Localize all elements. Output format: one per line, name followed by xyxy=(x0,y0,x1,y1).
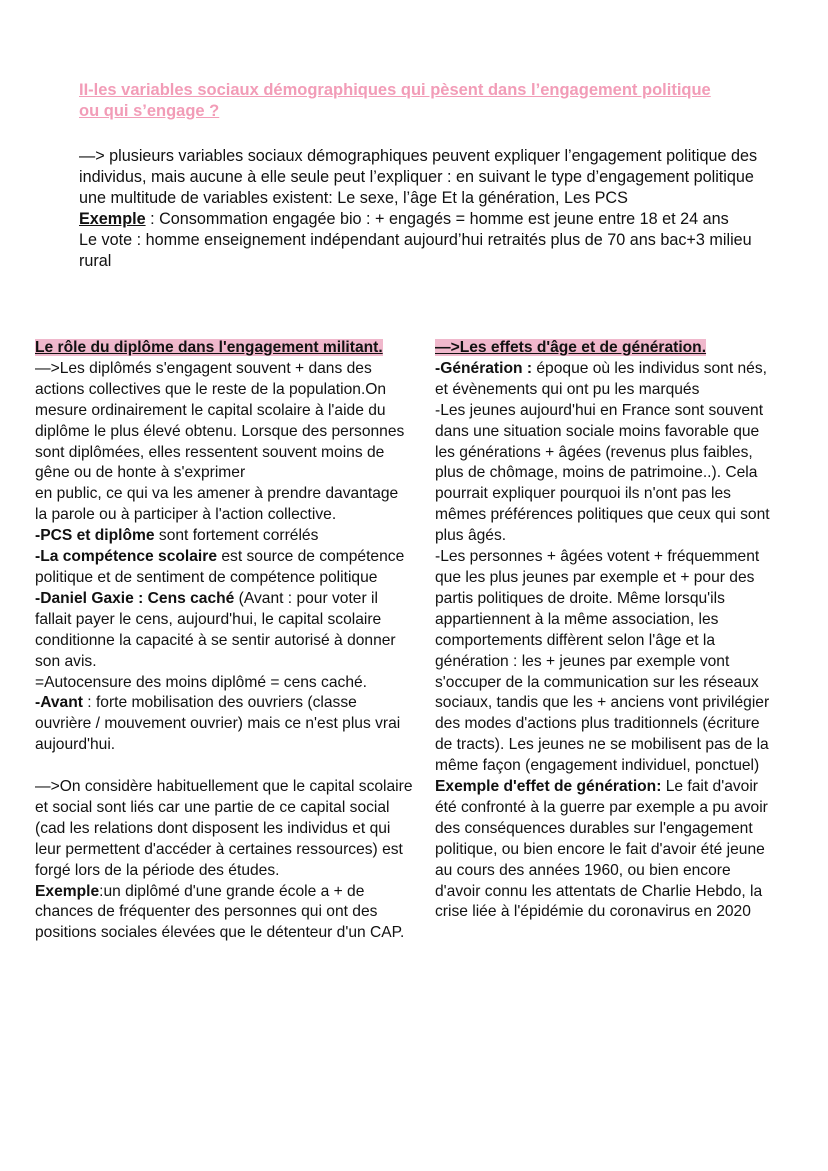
jeunes-paragraph: -Les jeunes aujourd'hui en France sont souvent dans une situation sociale moins favorable que les générations + âgées (revenus plus faibles, plus de chômage, moins de patrimoine..). Cela pourrait expliquer pourquoi ils n'ont pas les mêmes préférences politiques que ceux qui sont plus âgés. xyxy=(435,401,770,545)
ages-paragraph: -Les personnes + âgées votent + fréquemment que les plus jeunes par exemple et + pour des partis politiques de droite. Même lorsqu'ils appartiennent à la même association, les comportements diffèrent selon l'âge et la génération : les + jeunes par exemple vont s'occuper de la communication sur les réseaux sociaux, tandis que les + anciens vont privilégier des modes d'actions plus traditionnels (écriture de tracts). Les jeunes ne se mobilisent pas de la même façon (engagement individuel, ponctuel) xyxy=(435,548,770,775)
left-heading: Le rôle du diplôme dans l'engagement militant. xyxy=(35,339,383,356)
right-example-label: Exemple d'effet de génération: xyxy=(435,778,662,796)
autocensure-item: =Autocensure des moins diplômé = cens caché. xyxy=(35,673,367,691)
generation-item xyxy=(435,359,780,401)
pcs-text: sont fortement corrélés xyxy=(154,527,319,545)
avant-text: : forte mobilisation des ouvriers (classe ouvrière / mouvement ouvrier) mais ce n'est plus vrai aujourd'hui. xyxy=(35,694,401,754)
avant-item xyxy=(35,693,413,756)
pcs-item xyxy=(35,526,413,547)
competence-item xyxy=(35,547,413,589)
right-example-text: Le fait d'avoir été confronté à la guerre par exemple a pu avoir des conséquences durables sur l'engagement politique, ou bien encore le fait d'avoir été jeune au cours des années 1960, ou bien encore d'avoir connu les attentats de Charlie Hebdo, la crise liée à l'épidémie du coronavirus en 2020 xyxy=(435,778,768,921)
gaxie-text: (Avant : pour voter il fallait payer le cens, aujourd'hui, le capital scolaire conditionne la capacité à se sentir autorisé à donner son avis. xyxy=(35,589,396,670)
right-heading: —>Les effets d'âge et de génération. xyxy=(435,339,707,356)
left-example-text: :un diplômé d'une grande école a + de chances de fréquenter des personnes qui ont des positions sociales élevées que le détenteur d'un CAP. xyxy=(35,882,405,942)
gaxie-label: -Daniel Gaxie : Cens caché xyxy=(35,589,235,607)
generation-text: époque où les individus sont nés, et évènements qui ont pu les marqués xyxy=(435,359,767,398)
spacer xyxy=(35,756,413,777)
left-paragraph-1: —>Les diplômés s'engagent souvent + dans des actions collectives que le reste de la population.On mesure ordinairement le capital scolaire à l'aide du diplôme le plus élevé obtenu. Lorsque des personnes sont diplômées, elles ressentent souvent moins de gêne ou de honte à s'exprimer xyxy=(35,359,405,482)
right-column xyxy=(435,338,780,923)
pcs-label: -PCS et diplôme xyxy=(35,527,155,545)
left-heading-line xyxy=(35,338,413,359)
left-example-label: Exemple xyxy=(35,882,100,900)
left-paragraph-2: en public, ce qui va les amener à prendre davantage la parole ou à participer à l'action collective. xyxy=(35,485,399,524)
generation-label: -Génération : xyxy=(435,359,533,377)
competence-label: -La compétence scolaire xyxy=(35,548,218,566)
intro-block xyxy=(79,146,769,272)
right-heading-line xyxy=(435,338,780,359)
example-text: : Consommation engagée bio : + engagés = homme est jeune entre 18 et 24 ans xyxy=(145,210,729,228)
left-column xyxy=(35,338,413,944)
capital-paragraph: —>On considère habituellement que le capital scolaire et social sont liés car une partie de ce capital social (cad les relations dont disposent les individus et qui leur permettent d'accéder à certaines ressources) est forgé lors de la période des études. xyxy=(35,778,413,879)
example-label: Exemple xyxy=(79,210,146,228)
section-title: II-les variables sociaux démographiques qui pèsent dans l’engagement politique ou qui s’engage ? xyxy=(79,81,711,120)
left-example xyxy=(35,882,413,945)
intro-paragraph: —> plusieurs variables sociaux démographiques peuvent expliquer l’engagement politique des individus, mais aucune à elle seule peut l’expliquer : en suivant le type d’engagement politique une multitude de variables existent: Le sexe, l’âge Et la génération, Les PCS xyxy=(79,147,758,207)
intro-example xyxy=(79,209,769,230)
avant-label: -Avant xyxy=(35,694,83,712)
gaxie-item xyxy=(35,589,413,673)
right-example xyxy=(435,777,780,923)
intro-vote: Le vote : homme enseignement indépendant aujourd’hui retraités plus de 70 ans bac+3 milieu rural xyxy=(79,231,752,270)
competence-text: est source de compétence politique et de sentiment de compétence politique xyxy=(35,548,405,586)
